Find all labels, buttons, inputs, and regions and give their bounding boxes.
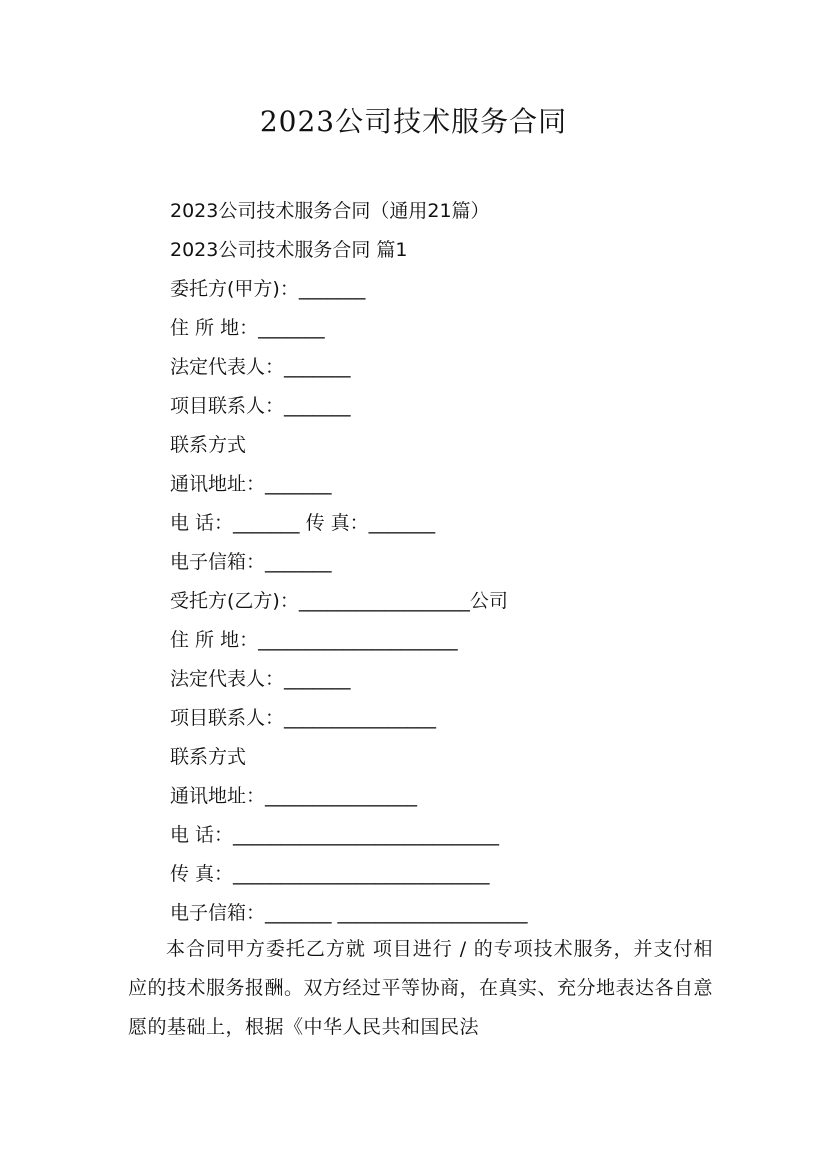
party-b-legal-rep-field: 法定代表人：_______ [170,668,351,690]
party-b-contact-person-field: 项目联系人：________________ [170,707,437,729]
party-a-email-field: 电子信箱：_______ [170,551,332,573]
party-b-email-field: 电子信箱：_______ ____________________ [170,902,528,924]
document-title: 2023公司技术服务合同 [259,105,568,138]
party-a-field: 委托方(甲方)：_______ [170,278,366,300]
party-b-phone-field: 电 话：____________________________ [170,824,500,846]
party-a-phone-fax-field: 电 话：_______ 传 真：_______ [170,512,436,534]
party-b-fax-field: 传 真：___________________________ [170,863,490,885]
party-a-mailing-address-field: 通讯地址：_______ [170,473,332,495]
doc-subtitle: 2023公司技术服务合同（通用21篇） [170,200,490,222]
party-a-contact-person-field: 项目联系人：_______ [170,395,351,417]
party-b-mailing-address-field: 通讯地址：________________ [170,785,418,807]
party-a-contact-heading: 联系方式 [170,434,247,456]
party-b-address-field: 住 所 地：_____________________ [170,629,458,651]
section-heading: 2023公司技术服务合同 篇1 [170,239,408,261]
contract-intro-paragraph: 本合同甲方委托乙方就 项目进行 / 的专项技术服务，并支付相应的技术服务报酬。双方经过平等协商，在真实、充分地表达各自意愿的基础上，根据《中华人民共和国民法 [128,938,714,1038]
party-b-field: 受托方(乙方)：__________________公司 [170,590,508,612]
party-a-legal-rep-field: 法定代表人：_______ [170,356,351,378]
party-b-contact-heading: 联系方式 [170,746,247,768]
party-a-address-field: 住 所 地：_______ [170,317,325,339]
